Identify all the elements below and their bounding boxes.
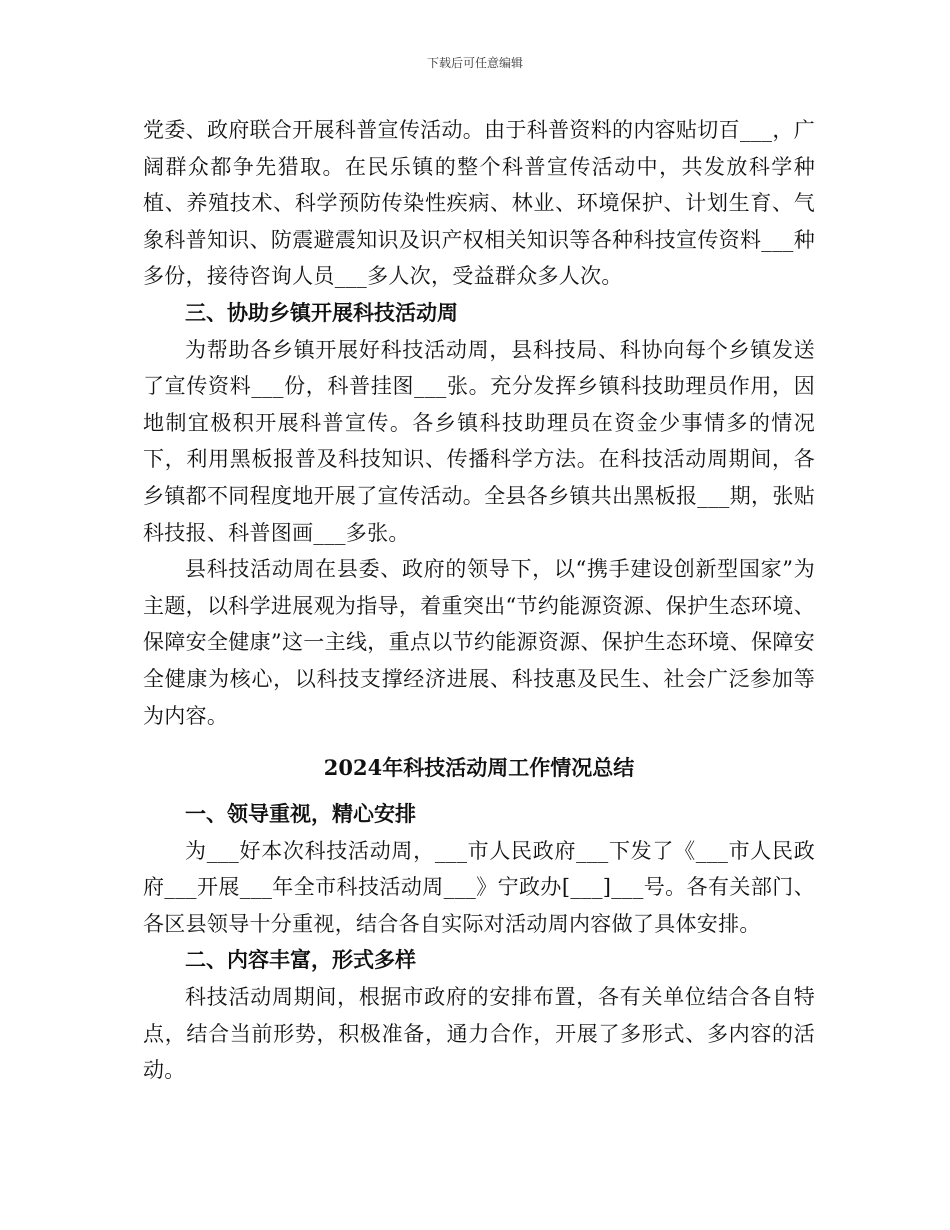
page-header: 下载后可任意编辑 bbox=[426, 56, 523, 70]
section-heading: 三、协助乡镇开展科技活动周 bbox=[185, 299, 458, 325]
section-heading: 一、领导重视，精心安排 bbox=[185, 801, 416, 827]
section-heading: 二、内容丰富，形式多样 bbox=[185, 947, 416, 973]
paragraph: 为帮助各乡镇开展好科技活动周，县科技局、科协向每个乡镇发送了宣传资料___份，科普挂图___张。充分发挥乡镇科技助理员作用，因地制宜极积开展科普宣传。各乡镇科技助理员在资金少事情多的情况下，利用黑板报普及科技知识、传播科学方法。在科技活动周期间，各乡镇都不同程度地开展了宣传活动。全县各乡镇共出黑板报___期，张贴科技报、科普图画___多张。 bbox=[143, 337, 815, 545]
paragraph: 为___好本次科技活动周，___市人民政府___下发了《___市人民政府___开展___年全市科技活动周___》宁政办[___]___号。各有关部门、各区县领导十分重视，结合各自实际对活动周内容做了具体安排。 bbox=[143, 838, 815, 936]
paragraph: 县科技活动周在县委、政府的领导下，以“携手建设创新型国家”为主题，以科学进展观为指导，着重突出“节约能源资源、保护生态环境、保障安全健康”这一主线，重点以节约能源资源、保护生态环境、保障安全健康为核心，以科技支撑经济进展、科技惠及民生、社会广泛参加等为内容。 bbox=[143, 557, 815, 728]
document-title: 2024年科技活动周工作情况总结 bbox=[323, 755, 635, 781]
paragraph: 党委、政府联合开展科普宣传活动。由于科普资料的内容贴切百___，广阔群众都争先猎取。在民乐镇的整个科普宣传活动中，共发放科学种植、养殖技术、科学预防传染性疾病、林业、环境保护、计划生育、气象科普知识、防震避震知识及识产权相关知识等各种科技宣传资料___种多份，接待咨询人员___多人次，受益群众多人次。 bbox=[143, 118, 815, 289]
document-body bbox=[143, 112, 815, 1089]
paragraph: 科技活动周期间，根据市政府的安排布置，各有关单位结合各自特点，结合当前形势，积极准备，通力合作，开展了多形式、多内容的活动。 bbox=[143, 985, 815, 1083]
